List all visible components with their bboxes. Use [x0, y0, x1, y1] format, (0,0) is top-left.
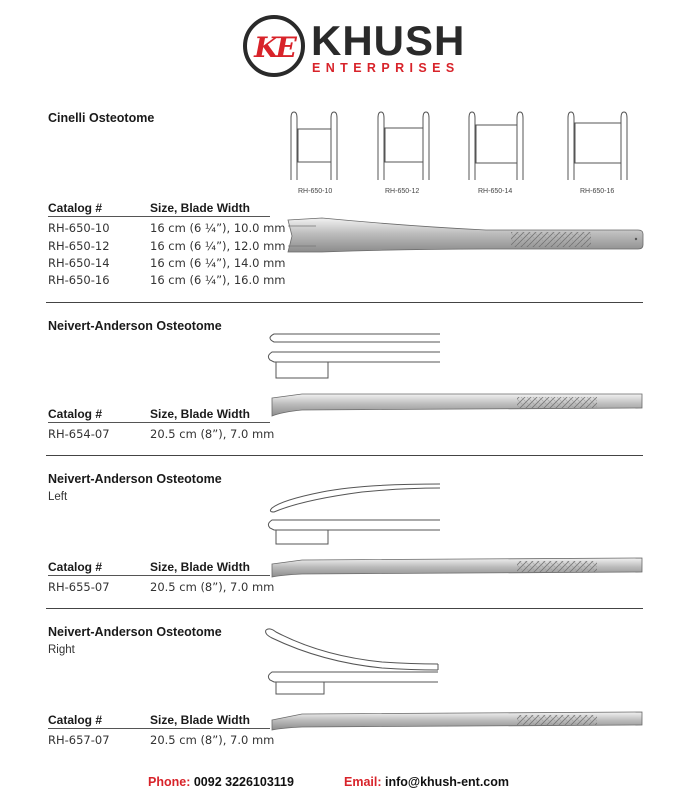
section-divider	[46, 455, 643, 456]
catalog-number: RH-650-10	[48, 221, 110, 235]
catalog-number: RH-650-14	[48, 256, 110, 270]
table-header-rule	[48, 422, 270, 423]
catalog-header: Catalog #	[48, 407, 103, 421]
size-spec: 16 cm (6 ¼”), 12.0 mm	[150, 239, 286, 253]
table-header-rule	[48, 728, 270, 729]
catalog-header: Catalog #	[48, 201, 103, 215]
footer-email	[344, 775, 509, 789]
table-header-rule	[48, 575, 270, 576]
logo-monogram: KE	[254, 31, 294, 64]
footer-phone	[148, 775, 294, 789]
tip-label: RH-650-10	[298, 188, 333, 195]
size-header: Size, Blade Width	[150, 713, 250, 727]
section-divider	[46, 608, 643, 609]
section-subtitle-right: Right	[48, 644, 75, 656]
catalog-number: RH-650-16	[48, 273, 110, 287]
catalog-header: Catalog #	[48, 560, 103, 574]
section-title-neivert-anderson-left: Neivert-Anderson Osteotome	[48, 472, 222, 486]
tip-label: RH-650-12	[385, 188, 420, 195]
size-spec: 20.5 cm (8”), 7.0 mm	[150, 733, 275, 747]
cinelli-tip-diagrams	[285, 108, 645, 200]
size-spec: 16 cm (6 ¼”), 10.0 mm	[150, 221, 286, 235]
catalog-number: RH-650-12	[48, 239, 110, 253]
size-header: Size, Blade Width	[150, 201, 250, 215]
neivert-anderson-right-tip-diagram	[262, 626, 647, 731]
tip-diagram-16	[568, 112, 627, 180]
brand-tagline: ENTERPRISES	[312, 61, 460, 75]
brand-name: KHUSH	[311, 17, 466, 64]
email-address[interactable]: info@khush-ent.com	[385, 775, 509, 789]
cinelli-instrument-image	[286, 212, 646, 262]
catalog-number: RH-657-07	[48, 733, 110, 747]
size-spec: 20.5 cm (8”), 7.0 mm	[150, 580, 275, 594]
section-divider	[46, 302, 643, 303]
phone-label: Phone:	[148, 775, 191, 789]
neivert-anderson-left-tip-diagram	[262, 478, 647, 578]
tip-label: RH-650-16	[580, 188, 615, 195]
size-spec: 16 cm (6 ¼”), 16.0 mm	[150, 273, 286, 287]
tip-diagram-14	[469, 112, 523, 180]
section-title-cinelli: Cinelli Osteotome	[48, 111, 155, 125]
tip-label: RH-650-14	[478, 188, 513, 195]
catalog-number: RH-654-07	[48, 427, 110, 441]
size-header: Size, Blade Width	[150, 560, 250, 574]
phone-number[interactable]: 0092 3226103119	[193, 775, 294, 789]
neivert-anderson-tip-diagram	[262, 330, 647, 425]
logo-emblem	[243, 15, 305, 77]
email-label: Email:	[344, 775, 382, 789]
tip-diagram-10	[291, 112, 337, 180]
tip-diagram-12	[378, 112, 429, 180]
section-subtitle-left: Left	[48, 491, 68, 503]
table-header-rule	[48, 216, 270, 217]
size-spec: 20.5 cm (8”), 7.0 mm	[150, 427, 275, 441]
catalog-number: RH-655-07	[48, 580, 110, 594]
section-title-neivert-anderson: Neivert-Anderson Osteotome	[48, 319, 222, 333]
size-spec: 16 cm (6 ¼”), 14.0 mm	[150, 256, 286, 270]
section-title-neivert-anderson-right: Neivert-Anderson Osteotome	[48, 625, 222, 639]
catalog-header: Catalog #	[48, 713, 103, 727]
size-header: Size, Blade Width	[150, 407, 250, 421]
